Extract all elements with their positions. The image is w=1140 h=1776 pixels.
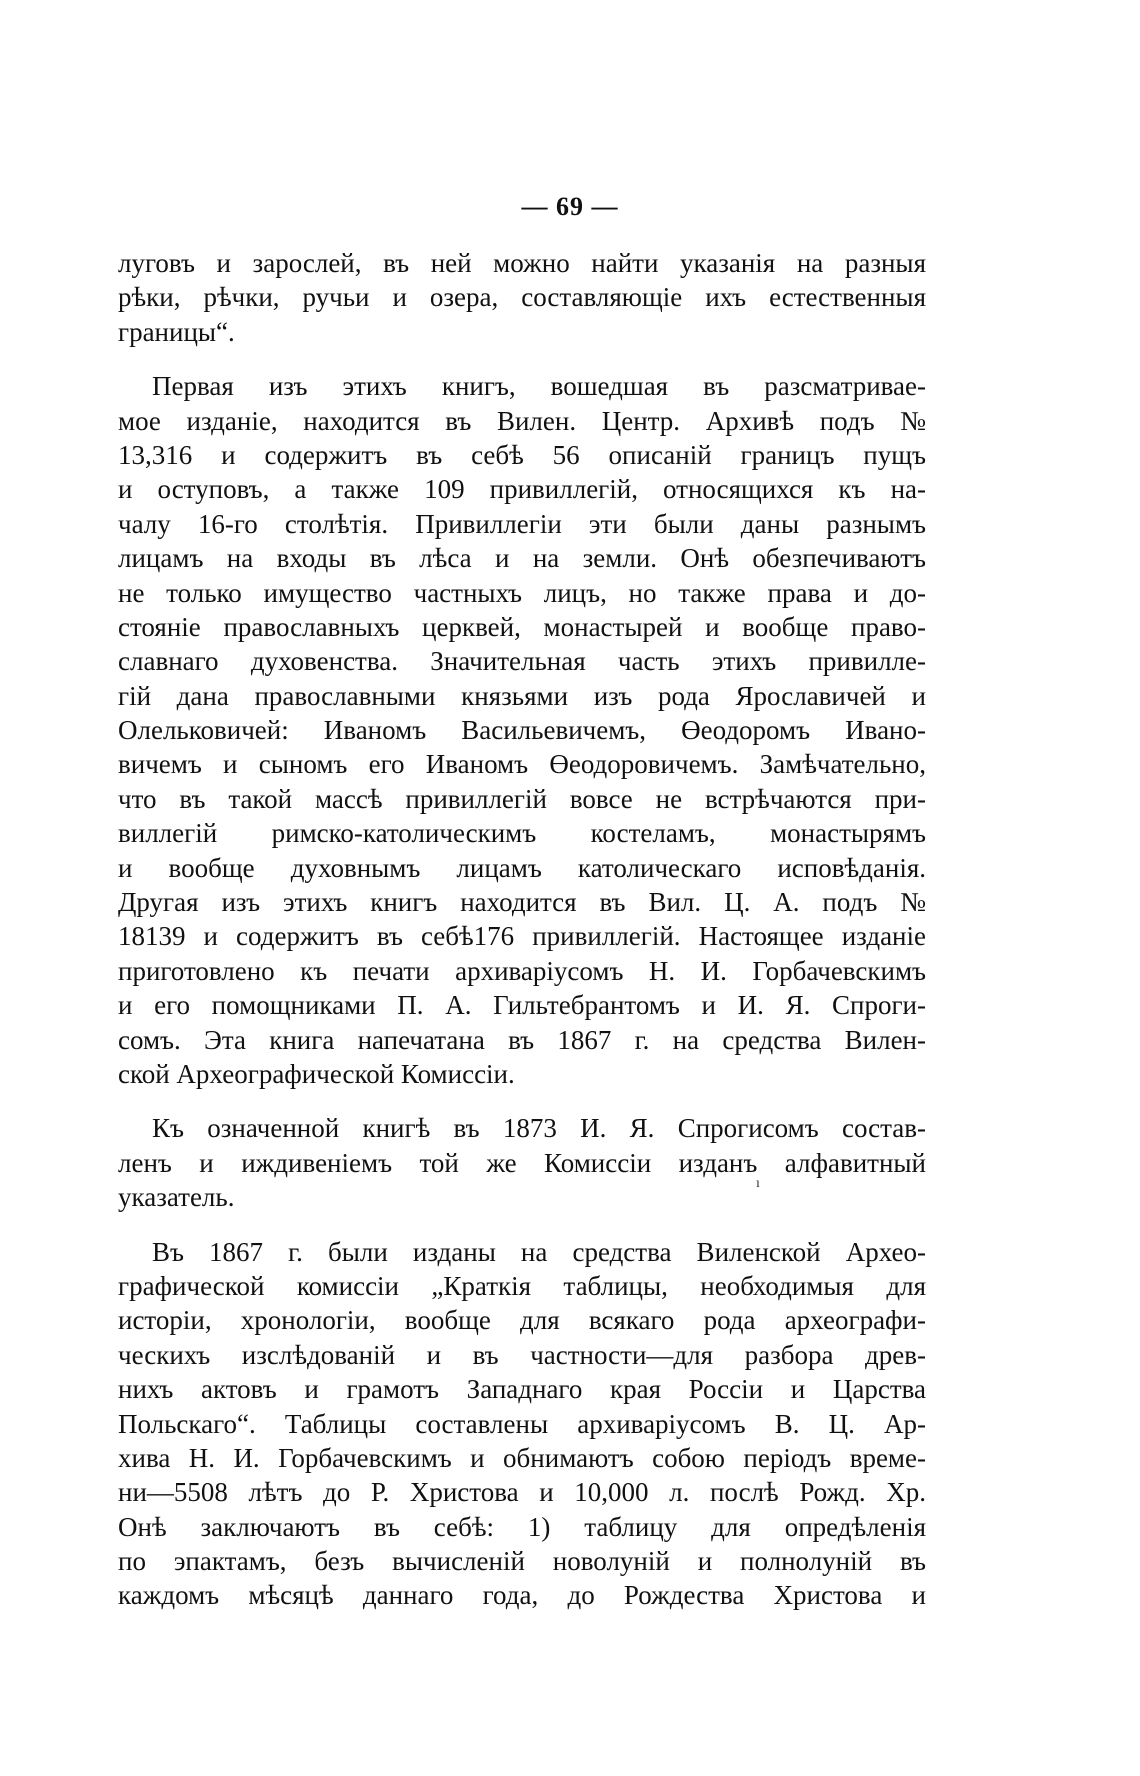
text-line: лицамъ на входы въ лѣса и на земли. Онѣ обезпечиваютъ xyxy=(118,543,926,574)
text-line: 13,316 и содержитъ въ себѣ 56 описаній границъ пущъ xyxy=(118,439,926,470)
text-line: стояніе православныхъ церквей, монастырей и вообще право- xyxy=(118,611,926,642)
text-line: ческихъ изслѣдованій и въ частности—для разбора древ- xyxy=(118,1339,926,1370)
text-line: сомъ. Эта книга напечатана въ 1867 г. на средства Вилен- xyxy=(118,1024,926,1055)
text-line: и его помощниками П. А. Гильтебрантомъ и И. Я. Спроги- xyxy=(118,990,926,1021)
text-line: луговъ и зарослей, въ ней можно найти указанія на разныя xyxy=(118,248,926,278)
text-line: ни—5508 лѣтъ до Р. Христова и 10,000 л. послѣ Рожд. Хр. xyxy=(118,1477,926,1508)
page-number: — 69 — xyxy=(521,192,619,221)
text-line: 18139 и содержитъ въ себѣ176 привиллегій. Настоящее изданіе xyxy=(118,921,926,952)
text-line: чалу 16-го столѣтія. Привиллегіи эти были даны разнымъ xyxy=(118,508,926,539)
text-line: нихъ актовъ и грамотъ Западнаго края Россіи и Царства xyxy=(118,1374,926,1405)
text-line: вичемъ и сыномъ его Иваномъ Өеодоровичемъ. Замѣчательно, xyxy=(118,749,926,780)
text-line: ленъ и иждивеніемъ той же Комиссіи изданъ алфавитный xyxy=(118,1147,926,1178)
text-line: исторіи, хронологіи, вообще для всякаго рода археографи- xyxy=(118,1305,926,1336)
text-line: Другая изъ этихъ книгъ находится въ Вил. Ц. А. подъ № xyxy=(118,887,926,918)
text-line: Олельковичей: Иваномъ Васильевичемъ, Өеодоромъ Ивано- xyxy=(118,715,926,746)
paragraph-first-book xyxy=(118,369,926,1091)
text-line: хива Н. И. Горбачевскимъ и обнимаютъ собою періодъ време- xyxy=(118,1442,926,1473)
text-line: гій дана православными князьями изъ рода Ярославичей и xyxy=(118,680,926,711)
text-line: Польскаго“. Таблицы составлены архиваріусомъ В. Ц. Ар- xyxy=(118,1408,926,1439)
print-speck: ı xyxy=(756,1176,760,1191)
paragraph-index xyxy=(118,1111,926,1214)
text-line: виллегій римско-католическимъ костеламъ, монастырямъ xyxy=(118,818,926,849)
text-line: Къ означенной книгѣ въ 1873 И. Я. Спрогисомъ состав- xyxy=(152,1113,926,1144)
text-line: что въ такой массѣ привиллегій вовсе не встрѣчаются при- xyxy=(118,783,926,814)
text-line: по эпактамъ, безъ вычисленій новолуній и полнолуній въ xyxy=(118,1546,926,1577)
text-line: границы“. xyxy=(118,316,235,347)
text-line: рѣки, рѣчки, ручьи и озера, составляющіе ихъ естественныя xyxy=(118,282,926,313)
text-line: приготовлено къ печати архиваріусомъ Н. И. Горбачевскимъ xyxy=(118,955,926,986)
text-line: графической комиссіи „Краткія таблицы, необходимыя для xyxy=(118,1270,926,1301)
text-line: Въ 1867 г. были изданы на средства Виленской Архео- xyxy=(152,1236,926,1267)
text-line: и оступовъ, а также 109 привиллегій, относящихся къ на- xyxy=(118,474,926,505)
text-line: славнаго духовенства. Значительная часть этихъ привилле- xyxy=(118,646,926,677)
text-line: ской Археографической Комиссіи. xyxy=(118,1058,515,1089)
paragraph-continuation xyxy=(118,246,926,349)
text-line: мое изданіе, находится въ Вилен. Центр. Архивѣ подъ № xyxy=(118,405,926,436)
text-line: каждомъ мѣсяцѣ даннаго года, до Рождества Христова и xyxy=(118,1580,926,1611)
text-line: указатель. xyxy=(118,1182,235,1213)
text-line: Онѣ заключаютъ въ себѣ: 1) таблицу для опредѣленія xyxy=(118,1511,926,1542)
text-line: Первая изъ этихъ книгъ, вошедшая въ разсматривае- xyxy=(152,371,926,402)
paragraph-tables xyxy=(118,1235,926,1613)
text-line: и вообще духовнымъ лицамъ католическаго исповѣданія. xyxy=(118,852,926,883)
body-text xyxy=(118,246,926,1613)
text-line: не только имущество частныхъ лицъ, но также права и до- xyxy=(118,577,926,608)
